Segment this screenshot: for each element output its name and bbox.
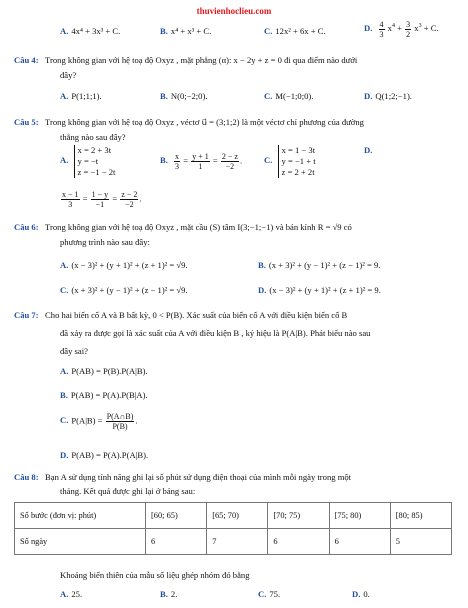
- table-cell: 6: [329, 529, 390, 555]
- q6-option-d: D. (x − 3)² + (y + 1)² + (z + 1)² = 9.: [258, 285, 381, 295]
- q5-option-d-label: D.: [364, 145, 373, 155]
- q3-option-b: B. x⁴ + x³ + C.: [160, 26, 212, 36]
- q8-option-b: B. 2.: [160, 589, 178, 599]
- q8-stem: Câu 8: Bạn A sử dụng tính năng ghi lại số phút sử dụng điện thoại của mình mỗi ngày trong một: [14, 472, 352, 482]
- table-cell: 6: [268, 529, 329, 555]
- q6-option-b: B. (x + 3)² + (y − 1)² + (z − 1)² = 9.: [258, 260, 381, 270]
- q4-option-d: D. Q(1;2;−1).: [364, 91, 412, 101]
- table-cell: [70; 75): [268, 503, 329, 529]
- q3-option-a: A. 4x⁴ + 3x³ + C.: [60, 26, 121, 36]
- q7-option-b: B. P(AB) = P(A).P(B|A).: [60, 390, 148, 400]
- q6-stem-cont: phương trình nào sau đây:: [60, 237, 150, 247]
- q3-option-c: C. 12x² + 6x + C.: [264, 26, 326, 36]
- q5-option-d: $\frac{x - 1}{3}$ = $\frac{1 - y}{-1}$ = $\frac{z - 2}{-2}$ .: [62, 190, 142, 209]
- q4-option-c: C. M(−1;0;0).: [264, 91, 314, 101]
- q5-option-b: B. $\frac{x}{3}$ = $\frac{y + 1}{1}$ = $\frac{2 - z}{-2}$ .: [160, 152, 243, 171]
- q5-option-a: A. x = 2 + 3t y = −t z = −1 − 2t: [60, 145, 116, 177]
- table-row: [15, 503, 452, 529]
- table-cell: Số bước (đơn vị: phút): [15, 503, 146, 529]
- table-row: [15, 529, 452, 555]
- q4-option-b: B. N(0;−2;0).: [160, 91, 208, 101]
- q6-option-c: C. (x + 3)² + (y − 1)² + (z − 1)² = √9.: [60, 285, 188, 295]
- data-table: [14, 502, 452, 555]
- table-cell: [65; 70): [207, 503, 268, 529]
- q3-option-d: D. $\frac{4}{3}$ $x^4$ + $\frac{3}{2}$ $x^3 + C$.: [364, 20, 439, 39]
- q5-stem-cont: thẳng nào sau đây?: [60, 132, 126, 142]
- q4-option-a: A. P(1;1;1).: [60, 91, 102, 101]
- table-cell: [80; 85): [390, 503, 451, 529]
- site-watermark: thuvienhoclieu.com: [196, 6, 272, 16]
- table-cell: [60; 65): [146, 503, 207, 529]
- q4-stem: Câu 4: Trong không gian với hệ toạ độ Oxyz , mặt phẳng (α): x − 2y + z = 0 đi qua điểm nào dưới: [14, 55, 358, 65]
- q5-stem: Câu 5: Trong không gian với hệ toạ độ Oxyz , véctơ u⃗ = (3;1;2) là một véctơ chỉ phương của đường: [14, 117, 364, 127]
- table-cell: 6: [146, 529, 207, 555]
- q7-option-d: D. P(AB) = P(A).P(A|B).: [60, 450, 149, 460]
- q5-option-c: C. x = 1 − 3t y = −1 + t z = 2 + 2t: [264, 145, 316, 177]
- q8-option-c: C. 75.: [258, 589, 281, 599]
- q8-question: Khoảng biến thiên của mẫu số liệu ghép nhóm đó bằng: [60, 570, 250, 580]
- q7-stem-cont2: đây sai?: [60, 346, 88, 356]
- table-cell: [75; 80): [329, 503, 390, 529]
- table-cell: 7: [207, 529, 268, 555]
- q7-option-c: C. P(A|B) = $\frac{P(A\cap B)}{P(B)}$ .: [60, 412, 138, 431]
- q7-stem-cont: đã xảy ra được gọi là xác suất của A với điều kiện B , ký hiệu là P(A|B). Phát biểu nào sau: [60, 328, 371, 338]
- q7-stem: Câu 7: Cho hai biến cố A và B bất kỳ, 0 < P(B). Xác suất của biến cố A với điều kiện biến cố B: [14, 310, 348, 320]
- q4-stem-cont: đây?: [60, 70, 77, 80]
- table-cell: 5: [390, 529, 451, 555]
- q8-option-d: D. 0.: [352, 589, 370, 599]
- table-cell: Số ngày: [15, 529, 146, 555]
- q6-stem: Câu 6: Trong không gian với hệ toạ độ Oxyz , mặt cầu (S) tâm I(3;−1;−1) và bán kính R = √9 có: [14, 222, 352, 232]
- q8-option-a: A. 25.: [60, 589, 83, 599]
- q6-option-a: A. (x − 3)² + (y + 1)² + (z + 1)² = √9.: [60, 260, 188, 270]
- q7-option-a: A. P(AB) = P(B).P(A|B).: [60, 366, 148, 376]
- q8-stem-cont: tháng. Kết quả được ghi lại ở bảng sau:: [60, 486, 196, 496]
